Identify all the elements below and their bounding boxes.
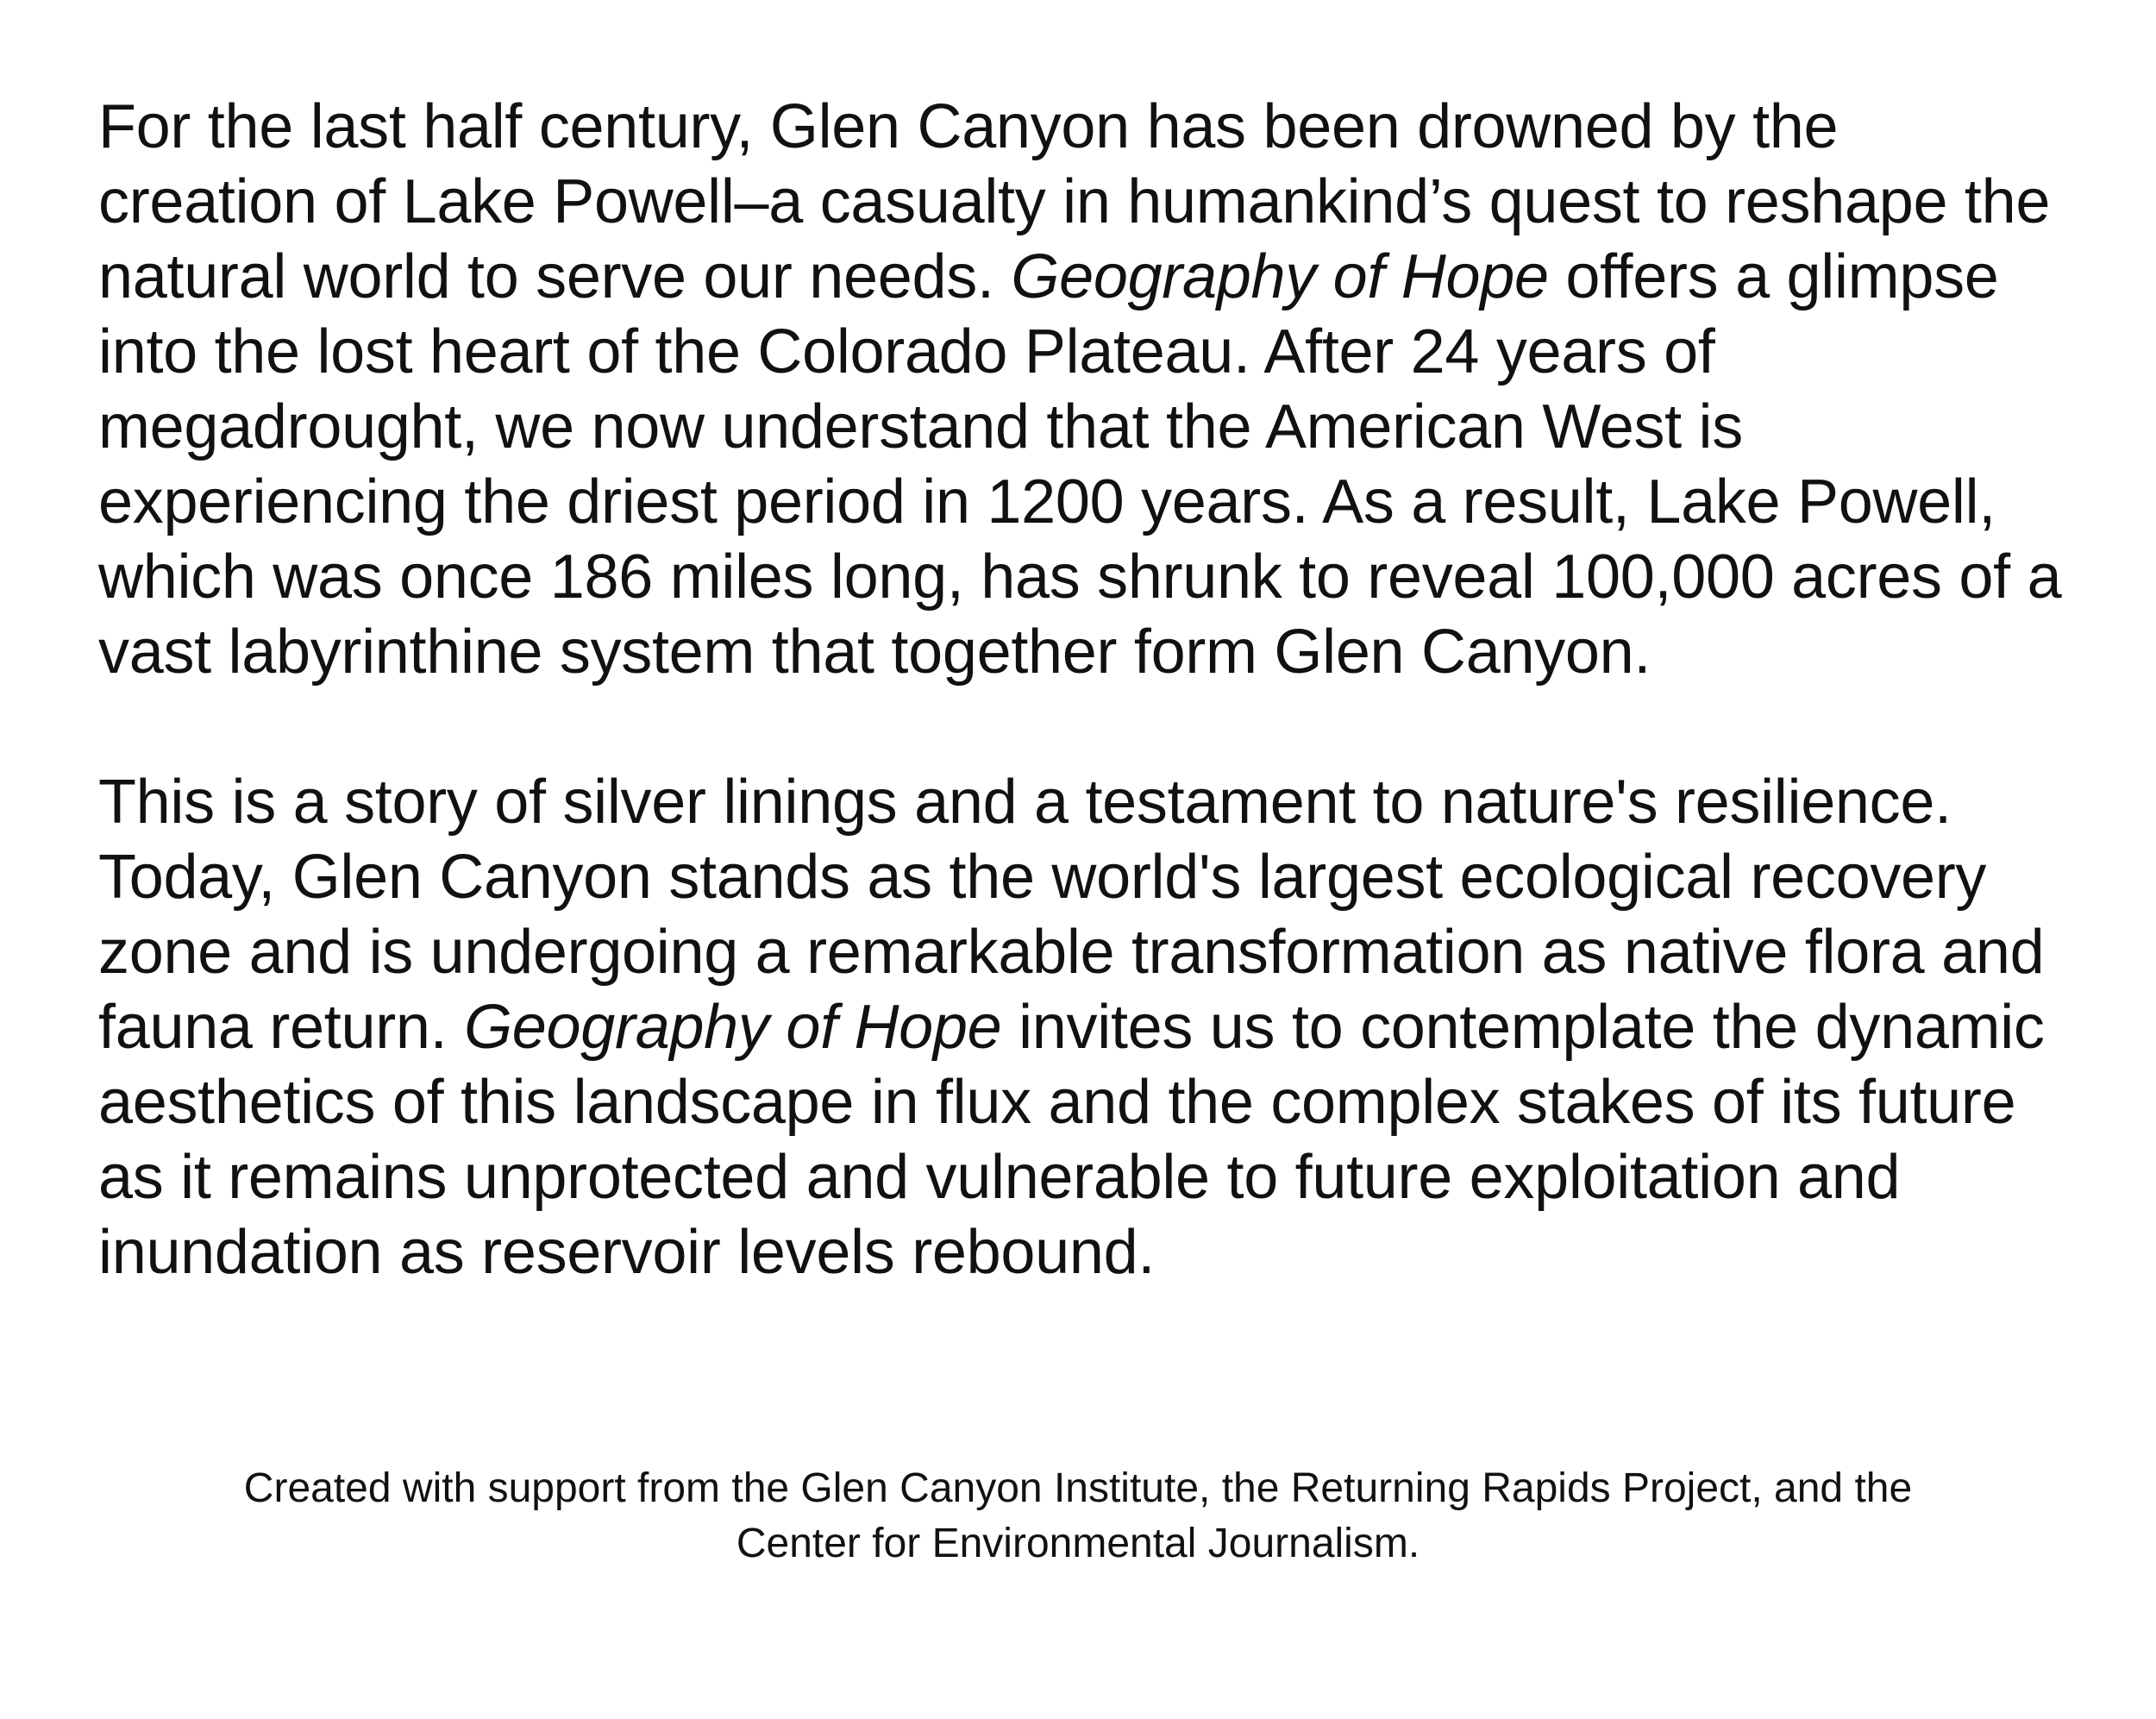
credit-line-2: Center for Environmental Journalism. — [736, 1521, 1420, 1566]
story-text-start: This is a story of silver linings and a testament to nature's resilience. Today, Glen Canyon stands as the world's largest ecological recovery zone and is undergoing a remarkable transformation as native flora and fauna return. — [98, 768, 2045, 1062]
story-title-italic: Geography of Hope — [464, 993, 1002, 1062]
main-text — [98, 90, 2073, 1290]
intro-text-end: offers a glimpse into the lost heart of the Colorado Plateau. After 24 years of megadrought, we now understand that the American West is experiencing the driest period in 1200 years. As a result, Lake Powell, which was once 186 miles long, has shrunk to reveal 100,000 acres of a vast labyrinthine system that together form Glen Canyon. — [98, 242, 2062, 687]
paragraph-story — [98, 765, 2073, 1290]
credit-line-1: Created with support from the Glen Canyon Institute, the Returning Rapids Project, and the — [243, 1465, 1913, 1511]
story-text-end: invites us to contemplate the dynamic aesthetics of this landscape in flux and the complex stakes of its future as it remains unprotected and vulnerable to future exploitation and inundation as reservoir levels rebound. — [98, 993, 2045, 1287]
paragraph-intro — [98, 90, 2073, 690]
intro-text-start: For the last half century, Glen Canyon has been drowned by the creation of Lake Powell–a casualty in humankind’s quest to reshape the natural world to serve our needs. — [98, 92, 2051, 311]
intro-title-italic: Geography of Hope — [1011, 242, 1549, 311]
credit-note — [129, 1461, 2027, 1572]
